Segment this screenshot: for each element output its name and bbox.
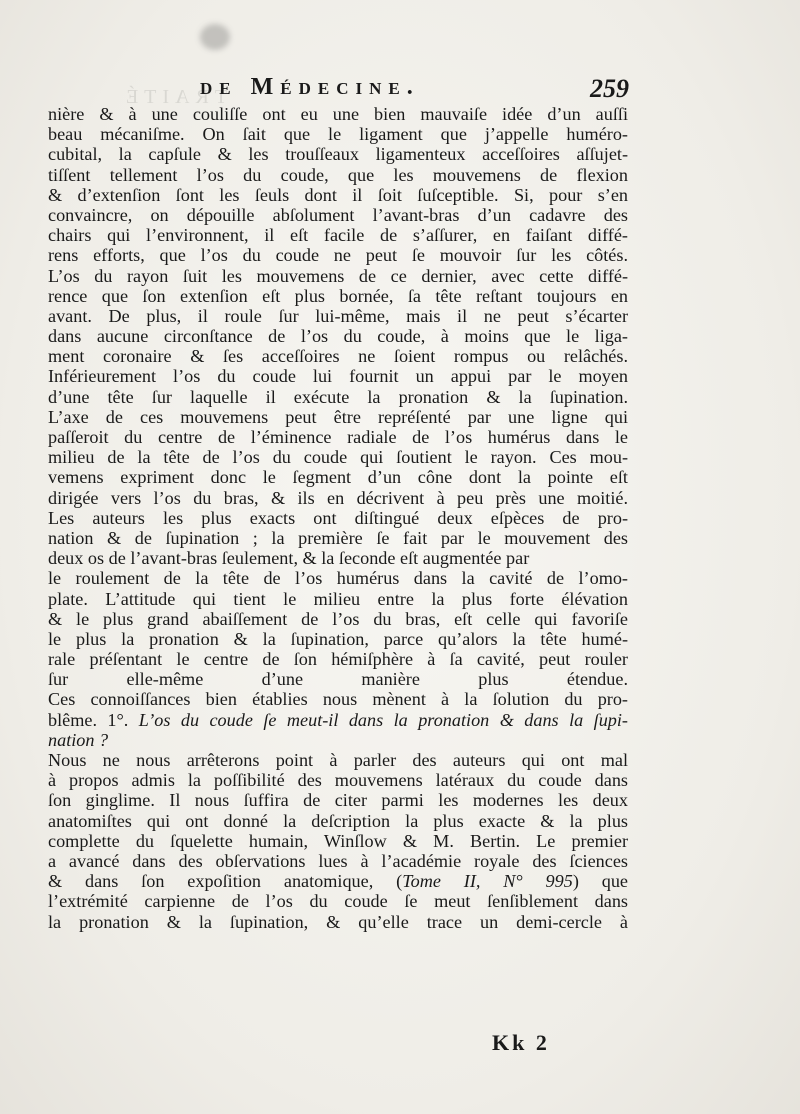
text-line: ſur elle-même d’une manière plus étendue.: [48, 669, 628, 690]
text-line: L’os du rayon ſuit les mouvemens de ce dernier, avec cette diffé-: [48, 265, 628, 286]
text-line: convaincre, on dépouille abſolument l’avant-bras d’un cadavre des: [48, 204, 628, 225]
text-line: & dans ſon expoſition anatomique, (Tome II, N° 995) que: [48, 871, 628, 892]
italic-reference: Tome II, N° 995: [402, 871, 573, 892]
text-line: le roulement de la tête de l’os humérus dans la cavité de l’omo-: [48, 568, 628, 589]
text-line: Inférieurement l’os du coude lui fournit un appui par le moyen: [48, 366, 628, 387]
text-line: cubital, la capſule & les trouſſeaux ligamenteux acceſſoires aſſujet-: [48, 144, 628, 165]
text-line: dans aucune circonſtance de l’os du coude, à moins que le liga-: [48, 326, 628, 347]
text-line: tiſſent tellement l’os du coude, que les mouvemens de flexion: [48, 164, 628, 185]
text-line: ment coronaire & ſes acceſſoires ne ſoient rompus ou relâchés.: [48, 346, 628, 367]
text-line: d’une tête ſur laquelle il exécute la pronation & la ſupination.: [48, 386, 628, 407]
text-line: complette du ſquelette humain, Winſlow & M. Bertin. Le premier: [48, 830, 628, 851]
text-line: beau mécaniſme. On ſait que le ligament que j’appelle huméro-: [48, 124, 628, 145]
body-text: [48, 104, 628, 932]
text-line: dirigée vers l’os du bras, & ils en décrivent à peu près une moitié.: [48, 487, 628, 508]
text-line: ſon ginglime. Il nous ſuffira de citer parmi les modernes les deux: [48, 790, 628, 811]
signature-mark: Kk 2: [492, 1030, 550, 1055]
text-line: avant. De plus, il roule ſur lui-même, mais il ne peut s’écarter: [48, 305, 628, 326]
text-line: Ces connoiſſances bien établies nous mènent à la ſolution du pro-: [48, 689, 628, 710]
text-line: blême. 1°. L’os du coude ſe meut-il dans la pronation & dans la ſupi-: [48, 709, 628, 730]
ink-smudge: [200, 24, 230, 50]
text-line: & d’extenſion ſont les ſeuls dont il ſoit ſuſceptible. Si, pour s’en: [48, 184, 628, 205]
text-line: Les auteurs les plus exacts ont diſtingué deux eſpèces de pro-: [48, 507, 628, 528]
text-line: & le plus grand abaiſſement de l’os du bras, eſt celle qui favoriſe: [48, 608, 628, 629]
text-line: vemens expriment donc le ſegment d’un cône dont la pointe eſt: [48, 467, 628, 488]
text-line: à propos admis la poſſibilité des mouvemens latéraux du coude dans: [48, 770, 628, 791]
text-line: Nous ne nous arrêterons point à parler des auteurs qui ont mal: [48, 750, 628, 770]
italic-question: L’os du coude ſe meut-il dans la pronation & dans la ſupi-: [138, 709, 628, 730]
text-line: le plus la pronation & la ſupination, parce qu’alors la tête humé-: [48, 628, 628, 649]
text-line: nation & de ſupination ; la première ſe fait par le mouvement des: [48, 527, 628, 548]
text-line: l’extrémité carpienne de l’os du coude ſe meut ſenſiblement dans: [48, 891, 628, 912]
text-line: L’axe de ces mouvemens peut être repréſenté par une ligne qui: [48, 406, 628, 427]
text-line: la pronation & la ſupination, & qu’elle trace un demi-cercle à: [48, 911, 628, 932]
text-line: rence que ſon extenſion eſt plus bornée, ſa tête reſtant toujours en: [48, 285, 628, 306]
page-number: 259: [590, 74, 629, 103]
text-line: anatomiſtes qui ont donné la deſcription la plus exacte & la plus: [48, 810, 628, 831]
text-line: a avancé dans des obſervations lues à l’académie royale des ſciences: [48, 850, 628, 871]
text-line: chairs qui l’environnent, il eſt facile de s’aſſurer, en faiſant diffé-: [48, 225, 628, 246]
text-line: paſſeroit du centre de l’éminence radiale de l’os humérus dans le: [48, 427, 628, 447]
text-line: plate. L’attitude qui tient le milieu entre la plus forte élévation: [48, 588, 628, 609]
text-line: rale préſentant le centre de ſon hémiſphère à ſa cavité, peut rouler: [48, 649, 628, 670]
running-head: de Médecine.: [200, 74, 420, 100]
text-line: rens efforts, que l’os du coude ne peut ſe mouvoir ſur les côtés.: [48, 245, 628, 266]
bleed-through-text: TRAITÉ: [120, 86, 228, 108]
text-line: nation ?: [48, 729, 109, 750]
text-line: nière & à une couliſſe ont eu une bien mauvaiſe idée d’un auſſi: [48, 104, 628, 124]
text-line: deux os de l’avant-bras ſeulement, & la ſeconde eſt augmentée par: [48, 548, 530, 569]
text-line: milieu de la tête de l’os du coude qui ſoutient le rayon. Ces mou-: [48, 447, 628, 468]
